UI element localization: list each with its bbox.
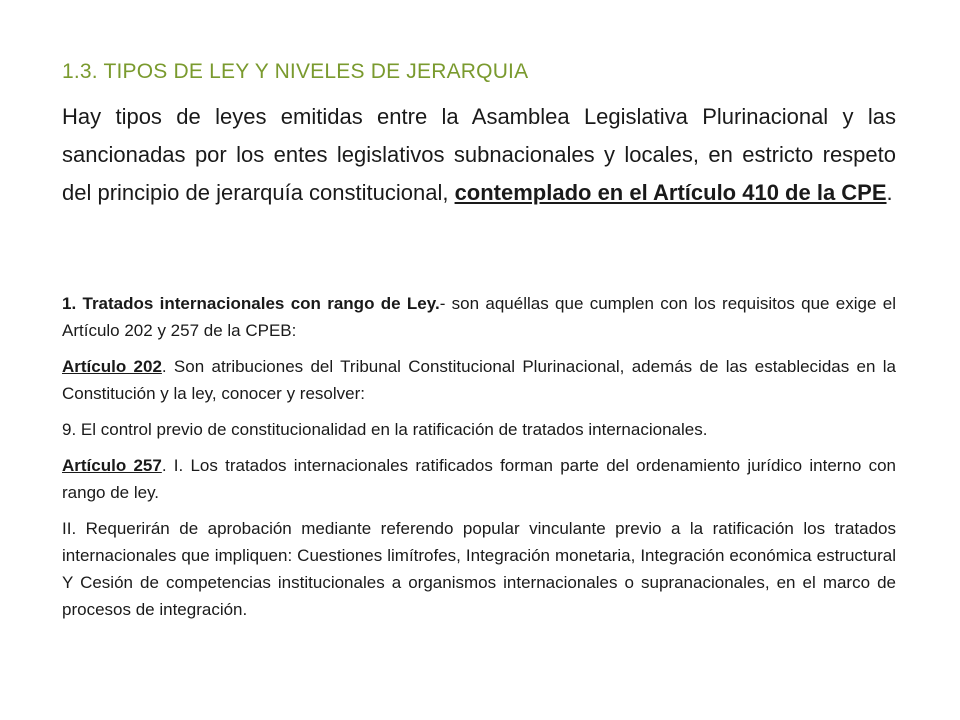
art-257-ii-paragraph: II. Requerirán de aprobación mediante referendo popular vinculante previo a la ratificación los tratados internacionales que impliquen: Cuestiones limítrofes, Integración monetaria, Integración económica estructural Y Cesión de competencias institucionales a organismos internacionales o supranacionales, en el marco de procesos de integración. [62,519,896,619]
item-1-paragraph [62,290,896,344]
art-202-paragraph [62,353,896,407]
intro-end: . [886,180,893,205]
intro-text: Hay tipos de leyes emitidas entre la Asamblea Legislativa Plurinacional y las sancionadas por los entes legislativos subnacionales y locales, en estricto respeto del principio de jerarquía constitucional, [62,104,896,205]
body-text [62,290,896,632]
art-202-text: . Son atribuciones del Tribunal Constitucional Plurinacional, además de las establecidas en la Constitución y la ley, conocer y resolver: [62,357,897,403]
art-257-text: . I. Los tratados internacionales ratificados forman parte del ordenamiento jurídico interno con rango de ley. [62,456,896,502]
intro-paragraph [62,98,896,212]
art-202-label: Artículo 202 [62,357,162,376]
intro-emphasis: contemplado en el Artículo 410 de la CPE [454,180,887,205]
item-1-label: 1. Tratados internacionales con rango de Ley. [62,294,440,313]
point-9-paragraph: 9. El control previo de constitucionalidad en la ratificación de tratados internacionales. [62,420,708,439]
art-257-paragraph [62,452,896,506]
slide-title: 1.3. TIPOS DE LEY Y NIVELES DE JERARQUIA [62,60,529,83]
art-257-label: Artículo 257 [62,456,162,475]
item-1-text: - son aquéllas que cumplen con los requisitos que exige el Artículo 202 y 257 de la CPEB: [62,294,896,340]
slide [62,0,896,720]
